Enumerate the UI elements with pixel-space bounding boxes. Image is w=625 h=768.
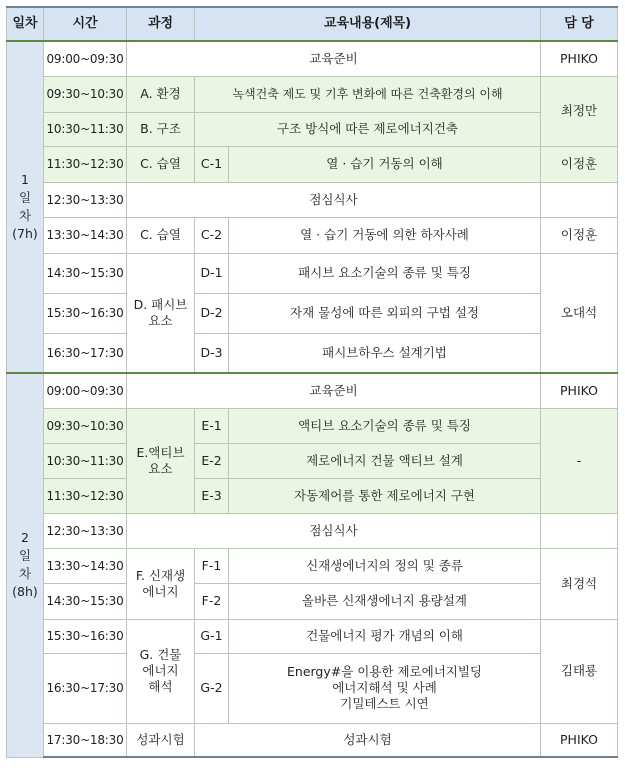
course-cell: A. 환경: [127, 76, 195, 112]
table-row: [7, 373, 618, 408]
code-cell: G-1: [195, 619, 229, 653]
code-cell: E-1: [195, 408, 229, 443]
time-cell: 09:30~10:30: [44, 408, 127, 443]
course-cell: E.액티브 요소: [127, 408, 195, 513]
content-cell: 성과시험: [195, 723, 541, 757]
time-cell: 17:30~18:30: [44, 723, 127, 757]
code-cell: D-1: [195, 253, 229, 293]
time-cell: 13:30~14:30: [44, 217, 127, 253]
table-row: [7, 253, 618, 293]
day2-label: 2 일 차 (8h): [7, 373, 44, 757]
header-content: 교육내용(제목): [195, 7, 541, 41]
tutor-cell: 최경석: [541, 548, 618, 619]
time-cell: 12:30~13:30: [44, 513, 127, 548]
tutor-cell: -: [541, 408, 618, 513]
table-row: [7, 548, 618, 583]
code-cell: C-1: [195, 146, 229, 182]
table-row: [7, 217, 618, 253]
content-cell: 액티브 요소기술의 종류 및 특징: [229, 408, 541, 443]
content-cell: 구조 방식에 따른 제로에너지건축: [195, 112, 541, 146]
course-cell: 성과시험: [127, 723, 195, 757]
content-cell: 자동제어를 통한 제로에너지 구현: [229, 478, 541, 513]
tutor-cell: 김태룡: [541, 619, 618, 723]
day2-section: [7, 373, 618, 757]
table-row: [7, 443, 618, 478]
table-row: [7, 293, 618, 333]
time-cell: 12:30~13:30: [44, 182, 127, 217]
content-cell: 제로에너지 건물 액티브 설계: [229, 443, 541, 478]
code-cell: D-3: [195, 333, 229, 373]
time-cell: 15:30~16:30: [44, 619, 127, 653]
time-cell: 10:30~11:30: [44, 443, 127, 478]
time-cell: 09:00~09:30: [44, 373, 127, 408]
course-cell: G. 건물 에너지 해석: [127, 619, 195, 723]
content-cell: 점심식사: [127, 513, 541, 548]
time-cell: 13:30~14:30: [44, 548, 127, 583]
time-cell: 09:30~10:30: [44, 76, 127, 112]
table-row: [7, 619, 618, 653]
time-cell: 16:30~17:30: [44, 333, 127, 373]
course-cell: F. 신재생 에너지: [127, 548, 195, 619]
time-cell: 11:30~12:30: [44, 146, 127, 182]
course-cell: D. 패시브 요소: [127, 253, 195, 373]
tutor-cell: 오대석: [541, 253, 618, 373]
code-cell: E-2: [195, 443, 229, 478]
header-time: 시간: [44, 7, 127, 41]
content-cell: 건물에너지 평가 개념의 이해: [229, 619, 541, 653]
training-schedule-table: [6, 6, 618, 758]
time-cell: 09:00~09:30: [44, 41, 127, 76]
tutor-cell: [541, 513, 618, 548]
time-cell: 16:30~17:30: [44, 653, 127, 723]
time-cell: 15:30~16:30: [44, 293, 127, 333]
course-cell: B. 구조: [127, 112, 195, 146]
header-tutor: 담 당: [541, 7, 618, 41]
content-cell: 열 · 습기 거동에 의한 하자사례: [229, 217, 541, 253]
content-cell: 교육준비: [127, 41, 541, 76]
tutor-cell: [541, 182, 618, 217]
code-cell: D-2: [195, 293, 229, 333]
tutor-cell: 이정훈: [541, 217, 618, 253]
content-cell: 교육준비: [127, 373, 541, 408]
table-row: [7, 408, 618, 443]
code-cell: E-3: [195, 478, 229, 513]
table-row: [7, 653, 618, 723]
course-cell: C. 습열: [127, 217, 195, 253]
code-cell: G-2: [195, 653, 229, 723]
content-cell: 자재 물성에 따른 외피의 구법 설정: [229, 293, 541, 333]
content-cell: 점심식사: [127, 182, 541, 217]
time-cell: 14:30~15:30: [44, 583, 127, 619]
content-cell: 올바른 신재생에너지 용량설계: [229, 583, 541, 619]
tutor-cell: PHIKO: [541, 373, 618, 408]
schedule-table-container: [6, 6, 617, 758]
table-row: [7, 146, 618, 182]
tutor-cell: PHIKO: [541, 723, 618, 757]
table-row: [7, 513, 618, 548]
time-cell: 10:30~11:30: [44, 112, 127, 146]
tutor-cell: 이정훈: [541, 146, 618, 182]
table-row: [7, 478, 618, 513]
content-cell: 패시브 요소기술의 종류 및 특징: [229, 253, 541, 293]
table-row: [7, 723, 618, 757]
table-row: [7, 112, 618, 146]
content-cell: 녹색건축 제도 및 기후 변화에 따른 건축환경의 이해: [195, 76, 541, 112]
code-cell: F-2: [195, 583, 229, 619]
content-cell: 패시브하우스 설계기법: [229, 333, 541, 373]
table-row: [7, 182, 618, 217]
tutor-cell: PHIKO: [541, 41, 618, 76]
header-day: 일차: [7, 7, 44, 41]
content-cell: 열 · 습기 거동의 이해: [229, 146, 541, 182]
table-row: [7, 583, 618, 619]
day1-section: [7, 41, 618, 373]
day1-label: 1 일 차 (7h): [7, 41, 44, 373]
header-course: 과정: [127, 7, 195, 41]
time-cell: 14:30~15:30: [44, 253, 127, 293]
table-row: [7, 333, 618, 373]
time-cell: 11:30~12:30: [44, 478, 127, 513]
table-row: [7, 76, 618, 112]
tutor-cell: 최정만: [541, 76, 618, 146]
code-cell: C-2: [195, 217, 229, 253]
course-cell: C. 습열: [127, 146, 195, 182]
code-cell: F-1: [195, 548, 229, 583]
content-cell: Energy#을 이용한 제로에너지빌딩 에너지해석 및 사례 기밀테스트 시연: [229, 653, 541, 723]
content-cell: 신재생에너지의 정의 및 종류: [229, 548, 541, 583]
header-row: [7, 7, 618, 41]
table-row: [7, 41, 618, 76]
